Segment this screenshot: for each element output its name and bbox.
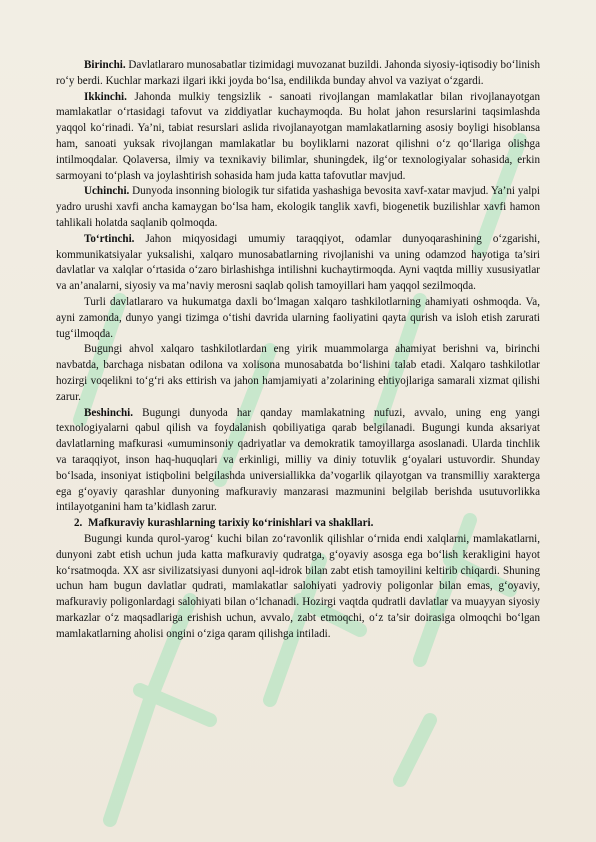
paragraph-birinchi: Birinchi. Davlatlararo munosabatlar tizimidagi muvozanat buzildi. Jahonda siyosiy-iqtisodiy bo‘linish ro‘y berdi. Kuchlar markazi ilgari ikki joyda bo‘lsa, endilikda bunday ahvol va vaziyat o‘zgardi. (56, 59, 540, 87)
document-body (56, 58, 540, 642)
paragraph-tashkilotlar: Turli davlatlararo va hukumatga daxli bo‘lmagan xalqaro tashkilotlarning ahamiyati oshmoqda. Va, ayni zamonda, dunyo yangi tizimga o‘tishi davrida ularning faoliyatini qayta qurish va isloh etish zarurati tug‘ilmoqda. (56, 295, 540, 340)
paragraph-beshinchi: Beshinchi. Bugungi dunyoda har qanday mamlakatning nufuzi, avvalo, uning eng yangi texnologiyalarni qabul qilish va foydalanish qobiliyatiga qarab belgilanadi. Bugungi kunda aksariyat davlatlarning mafkurasi «umuminsoniy qadriyatlar va demokratik tamoyillarga asoslanadi. Ularda tinchlik va taraqqiyot, inson haq-huquqlari va erkinligi, milliy va diniy totuvlik g‘oyalari ustuvordir. Shunday bo‘lsada, insoniyat istiqbolini belgilashda universiallikka da’vogarlik qilayotgan va transmilliy xarakterga ega g‘oyaviy qarashlar dunyoning mafkuraviy manzarasi mazmunini belgilab berishda usutuvorlikka intilayotganini ham ta’kidlash zarur. (56, 406, 540, 514)
section-title: Mafkuraviy kurashlarning tarixiy ko‘rinishlari va shakllari. (88, 517, 374, 530)
section-heading (56, 516, 540, 532)
paragraph-final: Bugungi kunda qurol-yarog‘ kuchi bilan zo‘ravonlik qilishlar o‘rnida endi xalqlarni, mamlakatlarni, dunyoni zabt etish uchun juda katta mafkuraviy qudratga, g‘oyaviy asosga ega bo‘lish kerakligini hayot ko‘rsatmoqda. XX asr sivilizatsiyasi dunyoni aql-idrok bilan zabt etish tamoyilini keltirib chiqardi. Shuning uchun ham bugun davlatlar qudrati, mamlakatlar salohiyati yadroviy poligonlar bilan emas, g‘oyaviy, mafkuraviy poligonlardagi salohiyati bilan o‘lchanadi. Hozirgi vaqtda qudratli davlatlar va muayyan siyosiy markazlar o‘z maqsadlariga erishish uchun, avvalo, zabt etmoqchi, o‘z ta’sir doirasiga olmoqchi bo‘lgan mamlakatlarning aholisi ongini o‘ziga qaram qilishga intiladi. (56, 532, 540, 640)
paragraph-ikkinchi: Ikkinchi. Jahonda mulkiy tengsizlik - sanoati rivojlangan mamlakatlar bilan rivojlanayotgan mamlakatlar o‘rtasidagi tafovut va ziddiyatlar kuchaymoqda. Bu holat jahon resurslarini taqsimlashda yaqqol ko‘rinadi. Ya’ni, tabiat resurslari aslida rivojlanayotgan mamlakatlarning asosiy boyligi hisoblansa ham, sanoati yuksak rivojlangan mamlakatlar bu boyliklarni nazorat qilishni o‘z qo‘llariga olishga intilmoqdalar. Qolaversa, ilmiy va texnikaviy bilimlar, shuningdek, ilg‘or texnologiyalar sohasida, erkin sarmoyani to‘plash va joylashtirish sohasida ham juda katta tafovutlar mavjud. (56, 90, 540, 182)
paragraph-uchinchi: Uchinchi. Dunyoda insonning biologik tur sifatida yashashiga bevosita xavf-xatar mavjud. Ya’ni yalpi yadro urushi xavfi ancha kamaygan bo‘lsa ham, ekologik tanglik xavfi, biogenetik buzilishlar xavfi hamon tahlikali holatda saqlanib qolmoqda. (56, 185, 540, 229)
paragraph-tortinchi: To‘rtinchi. Jahon miqyosidagi umumiy taraqqiyot, odamlar dunyoqarashining o‘zgarishi, kommunikatsiyalar yuksalishi, xalqaro munosabatlarning rivojlanishi va uning odamzod hayotiga ta’siri davlatlar va xalqlar o‘rtasida o‘zaro birlashishga intilishni kuchaytirmoqda. Ayni vaqtda milliy xususiyatlar va an’analarni, siyosiy va ma’naviy merosni saqlab qolish tamoyillari ham yaqqol sezilmoqda. (56, 232, 540, 293)
paragraph-bugungi-ahvol: Bugungi ahvol xalqaro tashkilotlardan eng yirik muammolarga ahamiyat berishni va, birinchi navbatda, barchaga nisbatan odilona va xolisona munosabatda bo‘lishini talab etadi. Xalqaro tashkilotlar hozirgi voqelikni to‘g‘ri aks ettirish va jahon hamjamiyati a’zolarining ehtiyojlariga samarali xizmat qilishi zarur. (56, 343, 540, 403)
section-number: 2. (74, 517, 83, 530)
